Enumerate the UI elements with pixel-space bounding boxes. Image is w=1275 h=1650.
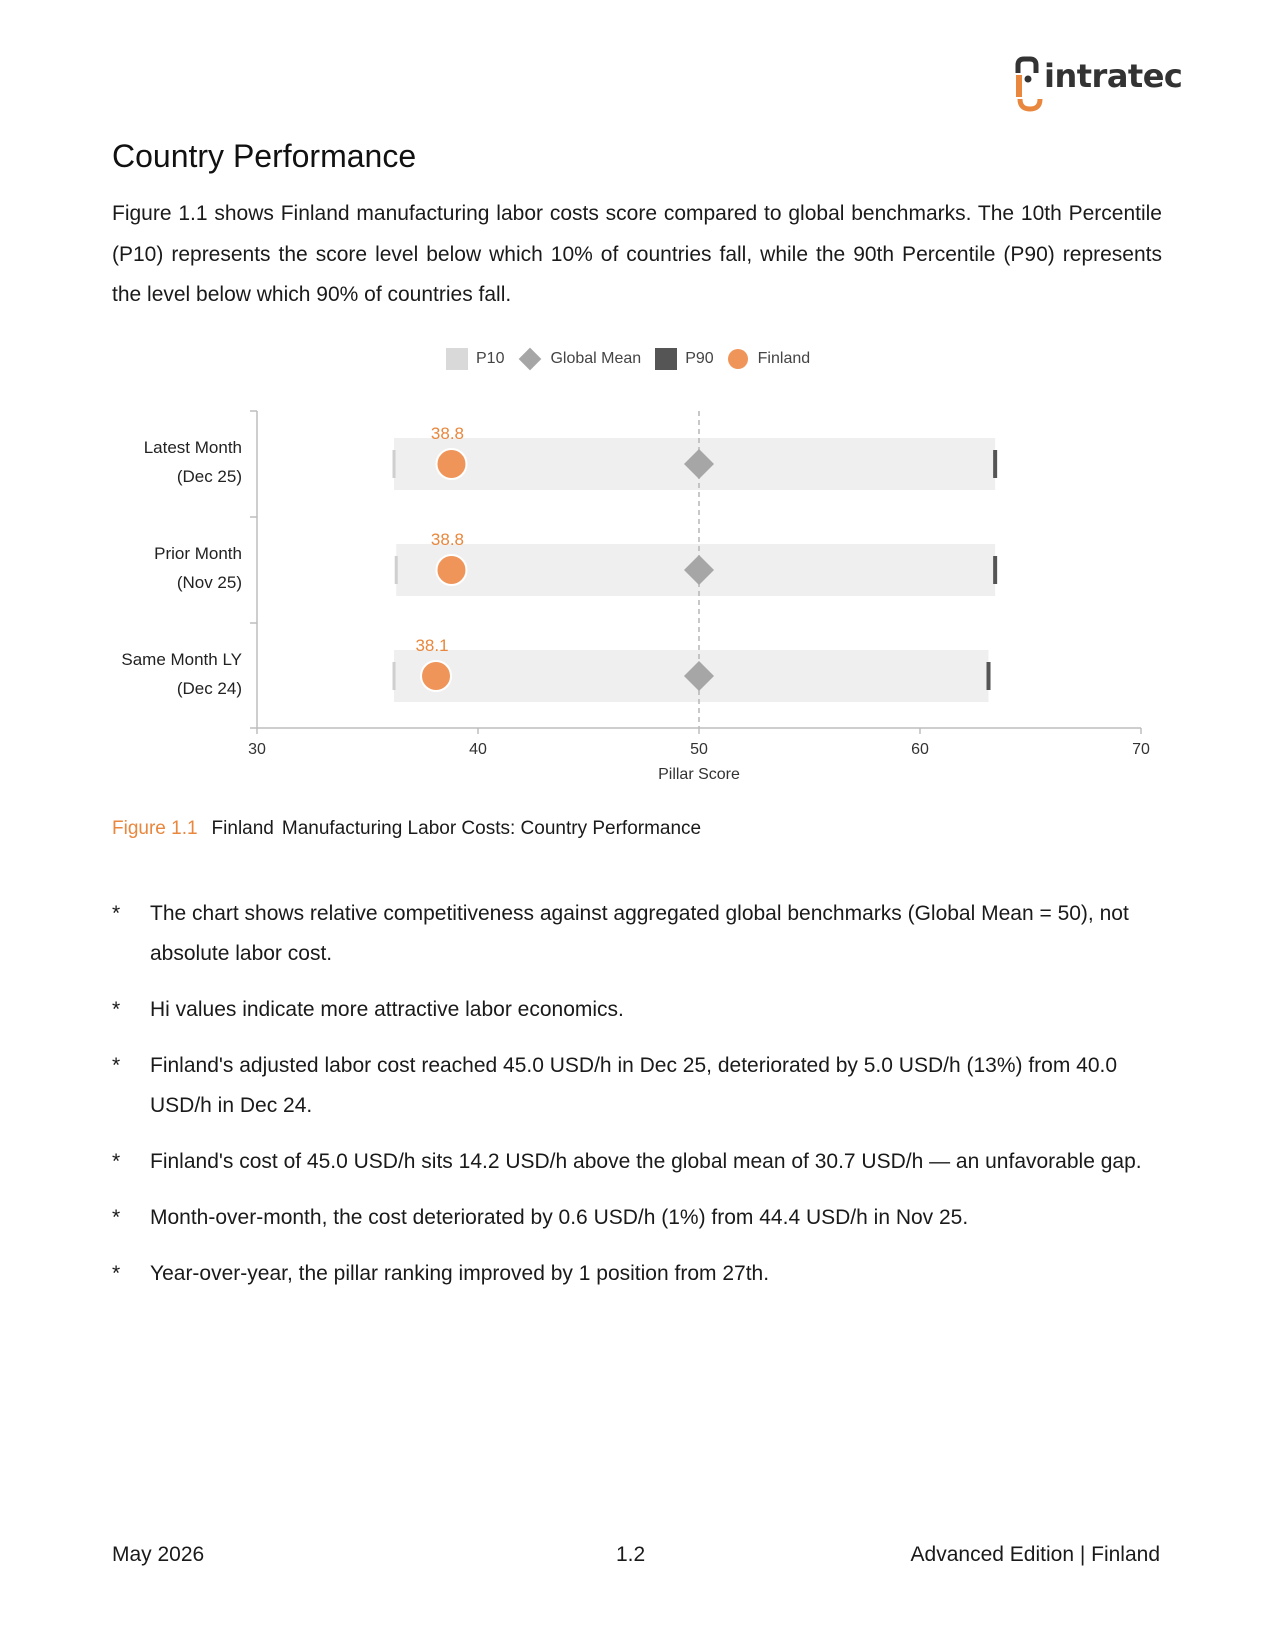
x-tick-label: 50 xyxy=(690,741,708,758)
category-label: Same Month LY xyxy=(121,650,242,669)
p90-marker xyxy=(993,556,997,584)
caption-country: Finland xyxy=(211,818,274,839)
footer-date: May 2026 xyxy=(112,1543,205,1566)
finland-point xyxy=(421,661,451,691)
p90-marker xyxy=(987,662,991,690)
p90-marker xyxy=(993,450,997,478)
bullet-text: Year-over-year, the pillar ranking improved by 1 position from 27th. xyxy=(150,1262,770,1285)
caption-text: Manufacturing Labor Costs: Country Performance xyxy=(281,818,702,839)
performance-chart xyxy=(0,0,1275,800)
finland-data-label: 38.1 xyxy=(415,636,449,655)
bullet-text: Finland's adjusted labor cost reached 45.0 USD/h in Dec 25, deteriorated by 5.0 USD/h (13%) from 40.0 USD/h in Dec 24. xyxy=(150,1054,1118,1117)
bullet-text: Finland's cost of 45.0 USD/h sits 14.2 USD/h above the global mean of 30.7 USD/h — an unfavorable gap. xyxy=(150,1150,1142,1173)
list-item xyxy=(112,1254,1182,1294)
list-item xyxy=(112,894,1182,974)
p10-marker xyxy=(393,662,396,690)
list-item xyxy=(112,1198,1182,1238)
bullet-marker: * xyxy=(112,998,121,1021)
figure-number: Figure 1.1 xyxy=(112,818,198,839)
finland-point xyxy=(436,555,466,585)
legend-label-mean: Global Mean xyxy=(550,350,642,367)
x-axis-title: Pillar Score xyxy=(658,766,740,783)
intro-paragraph: Figure 1.1 shows Finland manufacturing labor costs score compared to global benchmarks. The 10th Percentile (P10) represents the score level below which 10% of countries fall, while the 90th Percentile (P90) represents the level below which 90% of countries fall. xyxy=(112,202,1162,306)
x-tick-label: 40 xyxy=(469,741,487,758)
category-label: Prior Month xyxy=(154,544,242,563)
list-item xyxy=(112,990,1182,1030)
bullet-list xyxy=(112,894,1182,1310)
legend-label-p90: P90 xyxy=(685,350,714,367)
bullet-marker: * xyxy=(112,1262,121,1285)
p10-marker xyxy=(395,556,398,584)
logo-text: intratec xyxy=(1044,57,1183,95)
footer-edition: Advanced Edition | Finland xyxy=(910,1543,1160,1566)
legend-label-finland: Finland xyxy=(757,350,811,367)
legend-label-p10: P10 xyxy=(476,350,505,367)
bullet-text: Month-over-month, the cost deteriorated by 0.6 USD/h (1%) from 44.4 USD/h in Nov 25. xyxy=(150,1206,969,1229)
category-label: Latest Month xyxy=(143,438,242,457)
category-label: (Dec 25) xyxy=(176,467,242,486)
p10-marker xyxy=(393,450,396,478)
list-item xyxy=(112,1142,1182,1182)
figure-caption xyxy=(112,818,701,840)
finland-point xyxy=(436,449,466,479)
x-tick-label: 70 xyxy=(1132,741,1150,758)
bullet-text: The chart shows relative competitiveness against aggregated global benchmarks (Global Mean = 50), not absolute labor cost. xyxy=(150,902,1129,965)
category-label: (Dec 24) xyxy=(176,679,242,698)
finland-data-label: 38.8 xyxy=(430,424,465,443)
bullet-marker: * xyxy=(112,902,121,925)
x-tick-label: 60 xyxy=(911,741,929,758)
finland-data-label: 38.8 xyxy=(430,530,465,549)
bullet-marker: * xyxy=(112,1150,121,1173)
x-tick-label: 30 xyxy=(248,741,266,758)
bullet-marker: * xyxy=(112,1206,121,1229)
footer-page-number: 1.2 xyxy=(616,1543,646,1566)
bullet-text: Hi values indicate more attractive labor economics. xyxy=(150,998,624,1021)
list-item xyxy=(112,1046,1182,1126)
page-title: Country Performance xyxy=(112,138,417,174)
category-label: (Nov 25) xyxy=(176,573,242,592)
bullet-marker: * xyxy=(112,1054,121,1077)
